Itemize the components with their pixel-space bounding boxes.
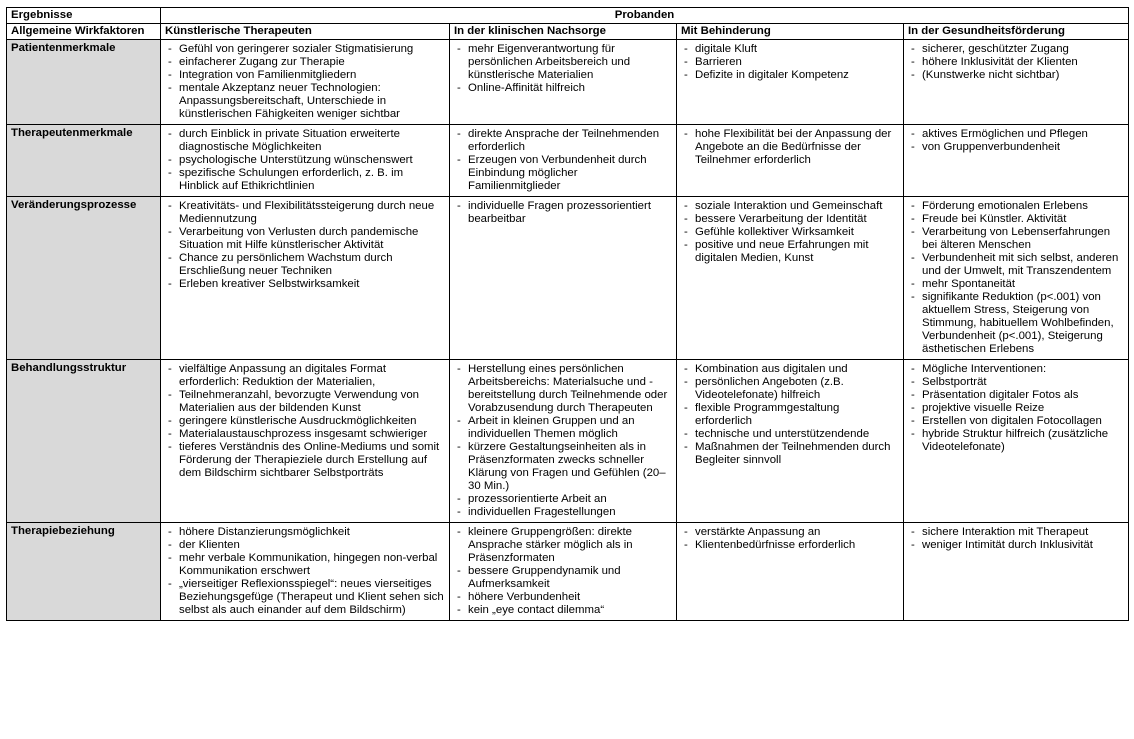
list-item: - Online-Affinität hilfreich — [454, 82, 672, 95]
list-item: - bessere Verarbeitung der Identität — [681, 213, 899, 226]
list-item: - individuelle Fragen prozessorientiert bearbeitbar — [454, 200, 672, 226]
cell-gesundheitsfoerderung — [904, 40, 1129, 125]
bullet-list — [681, 200, 899, 265]
bullet-list — [681, 363, 899, 467]
list-item: - Förderung emotionalen Erlebens — [908, 200, 1124, 213]
bullet-list — [165, 526, 445, 617]
column-header-klinische-nachsorge: In der klinischen Nachsorge — [450, 24, 677, 40]
header-ergebnisse: Ergebnisse — [7, 8, 161, 24]
list-item: - individuellen Fragestellungen — [454, 506, 672, 519]
list-item: - Herstellung eines persönlichen Arbeitsbereichs: Materialsuche und -bereitstellung durch Teilnehmende oder Vorabzusendung durch Therapeuten — [454, 363, 672, 415]
cell-kuenstlerische-therapeuten — [161, 125, 450, 197]
list-item: - höhere Inklusivität der Klienten — [908, 56, 1124, 69]
list-item: - Teilnehmeranzahl, bevorzugte Verwendung von Materialien aus der bildenden Kunst — [165, 389, 445, 415]
column-header-mit-behinderung: Mit Behinderung — [677, 24, 904, 40]
bullet-list — [454, 363, 672, 519]
cell-mit-behinderung — [677, 125, 904, 197]
cell-mit-behinderung — [677, 40, 904, 125]
list-item: - signifikante Reduktion (p<.001) von aktuellem Stress, Steigerung von Stimmung, habituellem Wohlbefinden, Verbundenheit (p<.001), Steigerung ästhetischen Erlebens — [908, 291, 1124, 356]
cell-mit-behinderung — [677, 360, 904, 523]
list-item: - Präsentation digitaler Fotos als — [908, 389, 1124, 402]
header-probanden: Probanden — [161, 8, 1129, 24]
list-item: - Chance zu persönlichem Wachstum durch Erschließung neuer Techniken — [165, 252, 445, 278]
bullet-list — [165, 43, 445, 121]
list-item: - höhere Verbundenheit — [454, 591, 672, 604]
bullet-list — [454, 128, 672, 193]
list-item: - sichere Interaktion mit Therapeut — [908, 526, 1124, 539]
list-item: - mehr verbale Kommunikation, hingegen non-verbal Kommunikation erschwert — [165, 552, 445, 578]
row-label: Behandlungsstruktur — [7, 360, 161, 523]
table-row — [7, 360, 1129, 523]
list-item: - bessere Gruppendynamik und Aufmerksamkeit — [454, 565, 672, 591]
list-item: - tieferes Verständnis des Online-Mediums und somit Förderung der Therapieziele durch Erstellung auf dem Bildschirm sichtbarer Selbstporträts — [165, 441, 445, 480]
cell-klinische-nachsorge — [450, 40, 677, 125]
table-row — [7, 523, 1129, 621]
list-item: - verstärkte Anpassung an — [681, 526, 899, 539]
bullet-list — [908, 363, 1124, 454]
bullet-list — [681, 43, 899, 82]
list-item: - Erzeugen von Verbundenheit durch Einbindung möglicher Familienmitglieder — [454, 154, 672, 193]
list-item: - flexible Programmgestaltung erforderlich — [681, 402, 899, 428]
list-item: - Defizite in digitaler Kompetenz — [681, 69, 899, 82]
cell-kuenstlerische-therapeuten — [161, 40, 450, 125]
list-item: - Verarbeitung von Lebenserfahrungen bei älteren Menschen — [908, 226, 1124, 252]
cell-klinische-nachsorge — [450, 125, 677, 197]
list-item: - technische und unterstützendende — [681, 428, 899, 441]
list-item: - Kreativitäts- und Flexibilitätssteigerung durch neue Mediennutzung — [165, 200, 445, 226]
list-item: - weniger Intimität durch Inklusivität — [908, 539, 1124, 552]
cell-gesundheitsfoerderung — [904, 360, 1129, 523]
list-item: - vielfältige Anpassung an digitales Format erforderlich: Reduktion der Materialien, — [165, 363, 445, 389]
list-item: - Maßnahmen der Teilnehmenden durch Begleiter sinnvoll — [681, 441, 899, 467]
row-label: Veränderungsprozesse — [7, 197, 161, 360]
list-item: - projektive visuelle Reize — [908, 402, 1124, 415]
bullet-list — [908, 200, 1124, 356]
bullet-list — [908, 526, 1124, 552]
bullet-list — [165, 363, 445, 480]
list-item: - Mögliche Interventionen: — [908, 363, 1124, 376]
list-item: - Kombination aus digitalen und — [681, 363, 899, 376]
list-item: - höhere Distanzierungsmöglichkeit — [165, 526, 445, 539]
row-label: Therapiebeziehung — [7, 523, 161, 621]
list-item: - Barrieren — [681, 56, 899, 69]
cell-kuenstlerische-therapeuten — [161, 197, 450, 360]
list-item: - durch Einblick in private Situation erweiterte diagnostische Möglichkeiten — [165, 128, 445, 154]
header-row-columns — [7, 24, 1129, 40]
column-header-gesundheitsfoerderung: In der Gesundheitsförderung — [904, 24, 1129, 40]
cell-kuenstlerische-therapeuten — [161, 523, 450, 621]
bullet-list — [454, 43, 672, 95]
list-item: - Gefühl von geringerer sozialer Stigmatisierung — [165, 43, 445, 56]
list-item: - Selbstporträt — [908, 376, 1124, 389]
cell-klinische-nachsorge — [450, 360, 677, 523]
list-item: - persönlichen Angeboten (z.B. Videotelefonate) hilfreich — [681, 376, 899, 402]
row-label: Patientenmerkmale — [7, 40, 161, 125]
bullet-list — [165, 128, 445, 193]
list-item: - prozessorientierte Arbeit an — [454, 493, 672, 506]
list-item: - sicherer, geschützter Zugang — [908, 43, 1124, 56]
list-item: - kein „eye contact dilemma“ — [454, 604, 672, 617]
list-item: - Verbundenheit mit sich selbst, anderen und der Umwelt, mit Transzendentem — [908, 252, 1124, 278]
column-header-kuenstlerische-therapeuten: Künstlerische Therapeuten — [161, 24, 450, 40]
list-item: - hohe Flexibilität bei der Anpassung der Angebote an die Bedürfnisse der Teilnehmer erforderlich — [681, 128, 899, 167]
cell-kuenstlerische-therapeuten — [161, 360, 450, 523]
table-row — [7, 40, 1129, 125]
list-item: - (Kunstwerke nicht sichtbar) — [908, 69, 1124, 82]
list-item: - mehr Spontaneität — [908, 278, 1124, 291]
list-item: - positive und neue Erfahrungen mit digitalen Medien, Kunst — [681, 239, 899, 265]
list-item: - „vierseitiger Reflexionsspiegel“: neues vierseitiges Beziehungsgefüge (Therapeut und Klient sehen sich selbst als auch einander auf dem Bildschirm) — [165, 578, 445, 617]
cell-mit-behinderung — [677, 523, 904, 621]
table-row — [7, 125, 1129, 197]
cell-klinische-nachsorge — [450, 523, 677, 621]
list-item: - geringere künstlerische Ausdruckmöglichkeiten — [165, 415, 445, 428]
list-item: - der Klienten — [165, 539, 445, 552]
bullet-list — [908, 43, 1124, 82]
list-item: - hybride Struktur hilfreich (zusätzliche Videotelefonate) — [908, 428, 1124, 454]
list-item: - Klientenbedürfnisse erforderlich — [681, 539, 899, 552]
list-item: - direkte Ansprache der Teilnehmenden erforderlich — [454, 128, 672, 154]
list-item: - spezifische Schulungen erforderlich, z. B. im Hinblick auf Ethikrichtlinien — [165, 167, 445, 193]
header-row-top — [7, 8, 1129, 24]
bullet-list — [681, 128, 899, 167]
list-item: - mentale Akzeptanz neuer Technologien: Anpassungsbereitschaft, Unterschiede in künstlerischen Fähigkeiten weniger sichtbar — [165, 82, 445, 121]
cell-klinische-nachsorge — [450, 197, 677, 360]
list-item: - Gefühle kollektiver Wirksamkeit — [681, 226, 899, 239]
bullet-list — [454, 200, 672, 226]
list-item: - Arbeit in kleinen Gruppen und an individuellen Themen möglich — [454, 415, 672, 441]
list-item: - Erleben kreativer Selbstwirksamkeit — [165, 278, 445, 291]
cell-gesundheitsfoerderung — [904, 125, 1129, 197]
bullet-list — [165, 200, 445, 291]
cell-gesundheitsfoerderung — [904, 197, 1129, 360]
list-item: - Verarbeitung von Verlusten durch pandemische Situation mit Hilfe künstlerischer Aktivität — [165, 226, 445, 252]
bullet-list — [454, 526, 672, 617]
cell-mit-behinderung — [677, 197, 904, 360]
list-item: - digitale Kluft — [681, 43, 899, 56]
table-row — [7, 197, 1129, 360]
list-item: - soziale Interaktion und Gemeinschaft — [681, 200, 899, 213]
list-item: - Freude bei Künstler. Aktivität — [908, 213, 1124, 226]
table-body — [7, 40, 1129, 621]
row-label: Therapeutenmerkmale — [7, 125, 161, 197]
list-item: - mehr Eigenverantwortung für persönlichen Arbeitsbereich und künstlerische Materialien — [454, 43, 672, 82]
list-item: - kürzere Gestaltungseinheiten als in Präsenzformaten zwecks schneller Klärung von Fragen und Gefühlen (20–30 Min.) — [454, 441, 672, 493]
list-item: - psychologische Unterstützung wünschenswert — [165, 154, 445, 167]
bullet-list — [681, 526, 899, 552]
list-item: - Erstellen von digitalen Fotocollagen — [908, 415, 1124, 428]
list-item: - von Gruppenverbundenheit — [908, 141, 1124, 154]
bullet-list — [908, 128, 1124, 154]
list-item: - aktives Ermöglichen und Pflegen — [908, 128, 1124, 141]
results-table — [6, 7, 1129, 621]
header-wirkfaktoren: Allgemeine Wirkfaktoren — [7, 24, 161, 40]
list-item: - Integration von Familienmitgliedern — [165, 69, 445, 82]
cell-gesundheitsfoerderung — [904, 523, 1129, 621]
list-item: - Materialaustauschprozess insgesamt schwieriger — [165, 428, 445, 441]
list-item: - einfacherer Zugang zur Therapie — [165, 56, 445, 69]
list-item: - kleinere Gruppengrößen: direkte Ansprache stärker möglich als in Präsenzformaten — [454, 526, 672, 565]
